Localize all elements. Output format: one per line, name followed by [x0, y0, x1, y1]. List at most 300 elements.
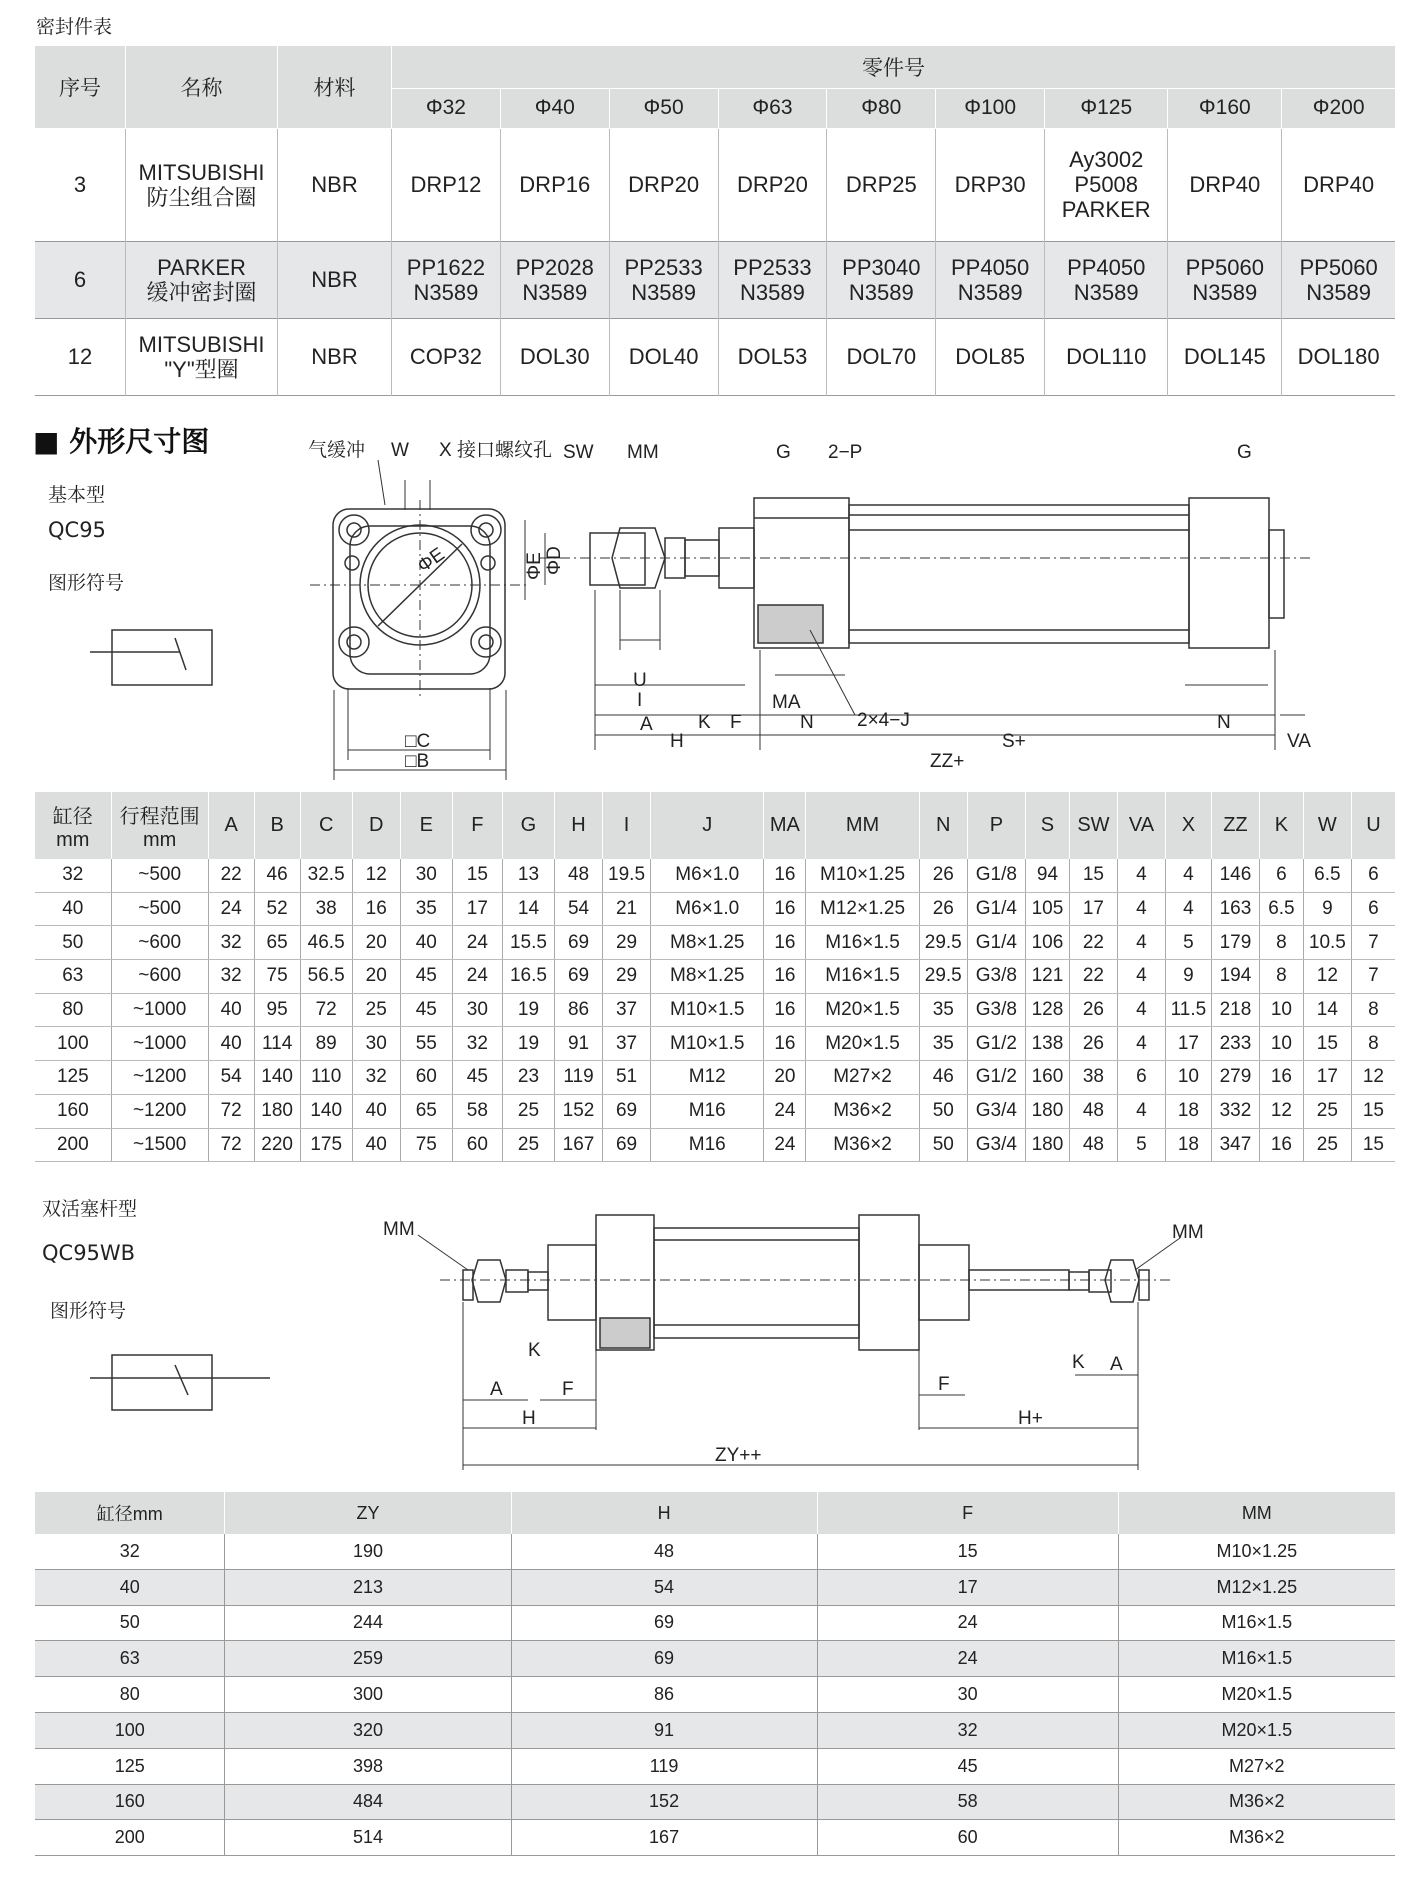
- seal-no: 3: [35, 128, 126, 241]
- dim-cell: 20: [352, 926, 400, 960]
- dim-cell: 58: [452, 1094, 502, 1128]
- dim-cell: 91: [555, 1027, 603, 1061]
- dim-cell: G3/8: [967, 960, 1025, 994]
- double-rod-cell: 86: [511, 1677, 817, 1713]
- dim-header: 缸径 mm: [35, 792, 111, 859]
- basic-dimension-drawing: [0, 430, 1425, 785]
- label-j: 2×4−J: [857, 710, 910, 731]
- dim-cell: 16: [764, 993, 806, 1027]
- dim-cell: 94: [1026, 859, 1070, 892]
- dim-cell: G1/2: [967, 1061, 1025, 1095]
- double-rod-cell: 69: [511, 1641, 817, 1677]
- dim-cell: 32: [208, 960, 254, 994]
- label-mm-left: MM: [383, 1219, 415, 1240]
- dim-cell: 50: [35, 926, 111, 960]
- dim-cell: G1/8: [967, 859, 1025, 892]
- dim-row: [35, 926, 1395, 960]
- seal-part: PP5060 N3589: [1282, 241, 1395, 318]
- seal-table: [35, 46, 1395, 396]
- dim-row: [35, 1128, 1395, 1162]
- dim-cell: 40: [35, 892, 111, 926]
- label-f-right: F: [938, 1374, 950, 1395]
- dim-cell: 14: [502, 892, 554, 926]
- dim-cell: G1/4: [967, 926, 1025, 960]
- dim-cell: 52: [254, 892, 300, 926]
- dim-cell: 24: [764, 1094, 806, 1128]
- dim-cell: ~1500: [111, 1128, 208, 1162]
- label-zy: ZY++: [715, 1445, 762, 1466]
- double-rod-cell: M10×1.25: [1118, 1534, 1395, 1569]
- seal-no: 12: [35, 318, 126, 395]
- dim-cell: 8: [1259, 960, 1303, 994]
- seal-material: NBR: [278, 128, 392, 241]
- dim-cell: 160: [1026, 1061, 1070, 1095]
- dim-cell: 11.5: [1165, 993, 1211, 1027]
- dim-cell: 160: [35, 1094, 111, 1128]
- dim-cell: 16: [764, 859, 806, 892]
- dim-cell: 80: [35, 993, 111, 1027]
- dim-cell: 7: [1351, 960, 1395, 994]
- dim-cell: 110: [300, 1061, 352, 1095]
- double-rod-cell: 200: [35, 1820, 225, 1856]
- dim-cell: 152: [555, 1094, 603, 1128]
- dim-cell: 167: [555, 1128, 603, 1162]
- label-a-right: A: [1110, 1354, 1123, 1375]
- seal-table-title: 密封件表: [36, 16, 113, 38]
- double-rod-row: [35, 1677, 1395, 1713]
- col-no-header: 序号: [35, 46, 126, 128]
- seal-part: DOL85: [936, 318, 1045, 395]
- dim-cell: 15: [1351, 1094, 1395, 1128]
- double-rod-cell: M12×1.25: [1118, 1569, 1395, 1605]
- double-rod-cell: 91: [511, 1712, 817, 1748]
- dim-cell: 23: [502, 1061, 554, 1095]
- dim-cell: 125: [35, 1061, 111, 1095]
- dim-cell: M16×1.5: [806, 960, 919, 994]
- dim-cell: ~500: [111, 892, 208, 926]
- dim-cell: 16: [764, 892, 806, 926]
- basic-symbol-box: [112, 630, 212, 685]
- dim-cell: 119: [555, 1061, 603, 1095]
- dim-cell: 29.5: [919, 960, 967, 994]
- double-rod-cell: 15: [817, 1534, 1118, 1569]
- dim-cell: 63: [35, 960, 111, 994]
- double-rod-cell: 259: [225, 1641, 511, 1677]
- dim-header: C: [300, 792, 352, 859]
- seal-material: NBR: [278, 241, 392, 318]
- dim-cell: 22: [1069, 926, 1117, 960]
- dim-cell: 72: [208, 1128, 254, 1162]
- bore-header: Φ32: [392, 88, 501, 128]
- dim-cell: 8: [1259, 926, 1303, 960]
- seal-part: Ay3002 P5008 PARKER: [1045, 128, 1168, 241]
- seal-part: PP5060 N3589: [1168, 241, 1282, 318]
- dim-cell: 200: [35, 1128, 111, 1162]
- basic-symbol-label: 图形符号: [48, 572, 125, 594]
- seal-name: PARKER 缓冲密封圈: [126, 241, 278, 318]
- dim-cell: 10: [1259, 1027, 1303, 1061]
- dim-cell: 15: [452, 859, 502, 892]
- label-n-right: N: [1217, 712, 1231, 733]
- dim-cell: 220: [254, 1128, 300, 1162]
- dim-cell: M16: [651, 1094, 764, 1128]
- dim-cell: 54: [555, 892, 603, 926]
- dim-cell: 25: [1303, 1128, 1351, 1162]
- dim-cell: 75: [400, 1128, 452, 1162]
- seal-material: NBR: [278, 318, 392, 395]
- dim-row: [35, 993, 1395, 1027]
- dim-cell: 24: [452, 960, 502, 994]
- dim-cell: 55: [400, 1027, 452, 1061]
- dim-cell: 46: [254, 859, 300, 892]
- dim-cell: 15: [1069, 859, 1117, 892]
- dim-cell: 140: [254, 1061, 300, 1095]
- double-rod-cell: 125: [35, 1748, 225, 1784]
- dim-cell: G3/4: [967, 1094, 1025, 1128]
- double-rod-cell: 80: [35, 1677, 225, 1713]
- dim-cell: 4: [1165, 892, 1211, 926]
- double-rod-cell: M20×1.5: [1118, 1677, 1395, 1713]
- label-x-port: X 接口螺纹孔: [439, 440, 552, 461]
- label-va: VA: [1287, 731, 1311, 752]
- dim-cell: M27×2: [806, 1061, 919, 1095]
- label-a: A: [640, 714, 653, 735]
- double-rod-cell: 190: [225, 1534, 511, 1569]
- dim-cell: 7: [1351, 926, 1395, 960]
- dim-cell: 26: [919, 892, 967, 926]
- dim-cell: 5: [1117, 1128, 1165, 1162]
- dim-header: SW: [1069, 792, 1117, 859]
- dim-cell: 26: [919, 859, 967, 892]
- bore-header: Φ40: [500, 88, 609, 128]
- double-rod-header: F: [817, 1492, 1118, 1534]
- label-2p: 2−P: [828, 442, 863, 463]
- dim-cell: 6.5: [1303, 859, 1351, 892]
- dim-cell: 146: [1211, 859, 1259, 892]
- double-rod-row: [35, 1641, 1395, 1677]
- dim-cell: 38: [1069, 1061, 1117, 1095]
- dim-cell: 8: [1351, 1027, 1395, 1061]
- dim-cell: 35: [919, 1027, 967, 1061]
- seal-part: DOL53: [718, 318, 827, 395]
- dim-cell: 5: [1165, 926, 1211, 960]
- dim-cell: 50: [919, 1094, 967, 1128]
- dim-cell: 72: [208, 1094, 254, 1128]
- dim-header: MA: [764, 792, 806, 859]
- dim-cell: 22: [208, 859, 254, 892]
- col-material-header: 材料: [278, 46, 392, 128]
- double-rod-cell: 50: [35, 1605, 225, 1641]
- double-rod-cell: 152: [511, 1784, 817, 1820]
- dim-cell: 10: [1165, 1061, 1211, 1095]
- dim-cell: ~600: [111, 926, 208, 960]
- dim-cell: 4: [1117, 892, 1165, 926]
- dim-header: K: [1259, 792, 1303, 859]
- seal-part: PP4050 N3589: [936, 241, 1045, 318]
- label-k-left: K: [528, 1340, 541, 1361]
- dim-header: E: [400, 792, 452, 859]
- double-rod-cell: 40: [35, 1569, 225, 1605]
- dim-cell: 46: [919, 1061, 967, 1095]
- dim-cell: 86: [555, 993, 603, 1027]
- double-rod-cell: 32: [817, 1712, 1118, 1748]
- double-rod-cell: M36×2: [1118, 1784, 1395, 1820]
- dim-header: 行程范围 mm: [111, 792, 208, 859]
- dim-cell: 4: [1117, 926, 1165, 960]
- dim-cell: 20: [352, 960, 400, 994]
- dim-cell: 194: [1211, 960, 1259, 994]
- label-e: ΦE: [524, 552, 545, 580]
- label-u: U: [633, 670, 647, 691]
- dim-cell: 32: [352, 1061, 400, 1095]
- dim-cell: 25: [502, 1094, 554, 1128]
- double-rod-cell: 17: [817, 1569, 1118, 1605]
- dim-cell: 24: [208, 892, 254, 926]
- double-rod-row: [35, 1712, 1395, 1748]
- dim-row: [35, 960, 1395, 994]
- double-rod-row: [35, 1748, 1395, 1784]
- double-rod-row: [35, 1569, 1395, 1605]
- double-rod-cell: 58: [817, 1784, 1118, 1820]
- double-rod-cell: 484: [225, 1784, 511, 1820]
- dim-cell: 6: [1351, 892, 1395, 926]
- dim-header: U: [1351, 792, 1395, 859]
- double-rod-cell: M27×2: [1118, 1748, 1395, 1784]
- dim-cell: 17: [1165, 1027, 1211, 1061]
- dim-cell: 106: [1026, 926, 1070, 960]
- double-rod-header: MM: [1118, 1492, 1395, 1534]
- dim-cell: 14: [1303, 993, 1351, 1027]
- dim-cell: 69: [603, 1128, 651, 1162]
- double-rod-table: [35, 1492, 1395, 1856]
- dim-cell: 48: [555, 859, 603, 892]
- dim-cell: 105: [1026, 892, 1070, 926]
- seal-part: DRP40: [1303, 172, 1375, 197]
- dim-cell: 45: [400, 993, 452, 1027]
- double-rod-cell: 60: [817, 1820, 1118, 1856]
- dim-cell: 16: [352, 892, 400, 926]
- label-f: F: [730, 712, 742, 733]
- dim-cell: 6: [1117, 1061, 1165, 1095]
- seal-row: [35, 318, 1395, 395]
- dim-cell: 69: [555, 926, 603, 960]
- dim-cell: 40: [208, 993, 254, 1027]
- dim-cell: 54: [208, 1061, 254, 1095]
- double-rod-cell: 24: [817, 1641, 1118, 1677]
- dim-cell: M12: [651, 1061, 764, 1095]
- dim-cell: 72: [300, 993, 352, 1027]
- double-rod-cell: 160: [35, 1784, 225, 1820]
- bore-header: Φ50: [609, 88, 718, 128]
- dim-cell: 25: [1303, 1094, 1351, 1128]
- dim-cell: M16×1.5: [806, 926, 919, 960]
- label-h-left: H: [522, 1408, 536, 1429]
- bore-header: Φ125: [1045, 88, 1168, 128]
- dim-cell: M10×1.5: [651, 1027, 764, 1061]
- seal-part: PP4050 N3589: [1045, 241, 1168, 318]
- dim-cell: M6×1.0: [651, 859, 764, 892]
- dim-cell: ~500: [111, 859, 208, 892]
- double-rod-cell: 300: [225, 1677, 511, 1713]
- bore-header: Φ200: [1282, 88, 1395, 128]
- double-rod-cell: M16×1.5: [1118, 1605, 1395, 1641]
- dim-cell: ~1200: [111, 1094, 208, 1128]
- seal-part: DOL70: [827, 318, 936, 395]
- double-rod-cell: M16×1.5: [1118, 1641, 1395, 1677]
- basic-type-label: 基本型: [48, 484, 106, 506]
- label-mm: MM: [627, 442, 659, 463]
- bore-header: Φ80: [827, 88, 936, 128]
- dim-cell: 21: [603, 892, 651, 926]
- dim-cell: 37: [603, 993, 651, 1027]
- double-rod-cell: 514: [225, 1820, 511, 1856]
- dim-cell: 6.5: [1259, 892, 1303, 926]
- label-d: ΦD: [544, 546, 565, 575]
- double-rod-cell: 167: [511, 1820, 817, 1856]
- double-rod-cell: 320: [225, 1712, 511, 1748]
- dim-cell: 12: [1303, 960, 1351, 994]
- dim-cell: 19.5: [603, 859, 651, 892]
- double-rod-header: 缸径mm: [35, 1492, 225, 1534]
- dim-cell: 4: [1165, 859, 1211, 892]
- dim-cell: M36×2: [806, 1128, 919, 1162]
- dim-cell: 29.5: [919, 926, 967, 960]
- dim-cell: 30: [452, 993, 502, 1027]
- dim-cell: 38: [300, 892, 352, 926]
- seal-part: DRP30: [936, 128, 1045, 241]
- seal-no: 6: [35, 241, 126, 318]
- dim-cell: 48: [1069, 1094, 1117, 1128]
- dim-header: G: [502, 792, 554, 859]
- dim-cell: G3/8: [967, 993, 1025, 1027]
- dim-cell: 51: [603, 1061, 651, 1095]
- dim-cell: 29: [603, 960, 651, 994]
- dim-header: N: [919, 792, 967, 859]
- dim-cell: 45: [400, 960, 452, 994]
- dim-cell: 32: [35, 859, 111, 892]
- dim-row: [35, 1094, 1395, 1128]
- double-rod-symbol-box: [112, 1355, 212, 1410]
- dim-header: A: [208, 792, 254, 859]
- double-rod-cell: 30: [817, 1677, 1118, 1713]
- double-rod-cell: 69: [511, 1605, 817, 1641]
- label-k: K: [698, 712, 711, 733]
- dim-cell: ~1000: [111, 1027, 208, 1061]
- dim-cell: 9: [1165, 960, 1211, 994]
- dim-cell: 4: [1117, 960, 1165, 994]
- dim-cell: 180: [1026, 1094, 1070, 1128]
- dim-cell: 22: [1069, 960, 1117, 994]
- double-rod-cell: 32: [35, 1534, 225, 1569]
- label-h-right: H+: [1018, 1408, 1043, 1429]
- dim-cell: 9: [1303, 892, 1351, 926]
- dim-header: B: [254, 792, 300, 859]
- dim-cell: 32: [208, 926, 254, 960]
- dim-cell: 26: [1069, 993, 1117, 1027]
- double-rod-cell: 100: [35, 1712, 225, 1748]
- double-rod-drawing: [0, 1190, 1425, 1490]
- double-rod-cell: 54: [511, 1569, 817, 1605]
- dim-cell: 75: [254, 960, 300, 994]
- dim-cell: 15: [1351, 1128, 1395, 1162]
- double-rod-row: [35, 1605, 1395, 1641]
- dim-cell: 18: [1165, 1094, 1211, 1128]
- dim-cell: M20×1.5: [806, 1027, 919, 1061]
- dim-header: P: [967, 792, 1025, 859]
- label-i: I: [637, 690, 643, 711]
- dim-cell: 24: [764, 1128, 806, 1162]
- dim-cell: 40: [208, 1027, 254, 1061]
- dim-header: H: [555, 792, 603, 859]
- dim-cell: 8: [1351, 993, 1395, 1027]
- bore-header: Φ100: [936, 88, 1045, 128]
- dim-cell: 128: [1026, 993, 1070, 1027]
- dim-cell: 12: [1259, 1094, 1303, 1128]
- dim-header: I: [603, 792, 651, 859]
- dim-cell: 48: [1069, 1128, 1117, 1162]
- label-s: S+: [1002, 731, 1026, 752]
- label-g: G: [776, 442, 791, 463]
- dim-header: VA: [1117, 792, 1165, 859]
- dim-cell: 46.5: [300, 926, 352, 960]
- dim-cell: 15.5: [502, 926, 554, 960]
- dim-cell: 30: [352, 1027, 400, 1061]
- double-rod-cell: 45: [817, 1748, 1118, 1784]
- dim-cell: 56.5: [300, 960, 352, 994]
- double-rod-label: 双活塞杆型: [42, 1198, 138, 1220]
- dim-header: J: [651, 792, 764, 859]
- label-h: H: [670, 731, 684, 752]
- dimension-table: [35, 792, 1395, 1162]
- dim-cell: 10: [1259, 993, 1303, 1027]
- seal-part: DRP25: [827, 128, 936, 241]
- dim-header: ZZ: [1211, 792, 1259, 859]
- label-cushion: 气缓冲: [308, 440, 366, 461]
- label-ma: MA: [772, 692, 801, 713]
- dim-header: MM: [806, 792, 919, 859]
- seal-part: PP2533 N3589: [718, 241, 827, 318]
- dim-cell: 50: [919, 1128, 967, 1162]
- seal-part: DOL30: [500, 318, 609, 395]
- dim-cell: M12×1.25: [806, 892, 919, 926]
- double-rod-cell: 213: [225, 1569, 511, 1605]
- dim-cell: 4: [1117, 859, 1165, 892]
- dim-header: W: [1303, 792, 1351, 859]
- dim-cell: 16: [1259, 1061, 1303, 1095]
- seal-part: PP1622 N3589: [392, 241, 501, 318]
- double-rod-cell: 24: [817, 1605, 1118, 1641]
- dim-cell: 17: [1303, 1061, 1351, 1095]
- label-b: □B: [405, 751, 430, 772]
- dim-header: D: [352, 792, 400, 859]
- dim-cell: 40: [352, 1128, 400, 1162]
- dim-cell: 140: [300, 1094, 352, 1128]
- double-rod-header: ZY: [225, 1492, 511, 1534]
- seal-name: MITSUBISHI "Y"型圈: [126, 318, 278, 395]
- dim-cell: 10.5: [1303, 926, 1351, 960]
- dim-cell: 4: [1117, 1094, 1165, 1128]
- dim-cell: 19: [502, 993, 554, 1027]
- seal-part: DOL145: [1168, 318, 1282, 395]
- dim-cell: 35: [919, 993, 967, 1027]
- dim-cell: 29: [603, 926, 651, 960]
- dim-cell: 332: [1211, 1094, 1259, 1128]
- dim-cell: 32: [452, 1027, 502, 1061]
- dim-cell: 6: [1259, 859, 1303, 892]
- seal-part: DRP20: [609, 128, 718, 241]
- dim-cell: 218: [1211, 993, 1259, 1027]
- dim-cell: 65: [400, 1094, 452, 1128]
